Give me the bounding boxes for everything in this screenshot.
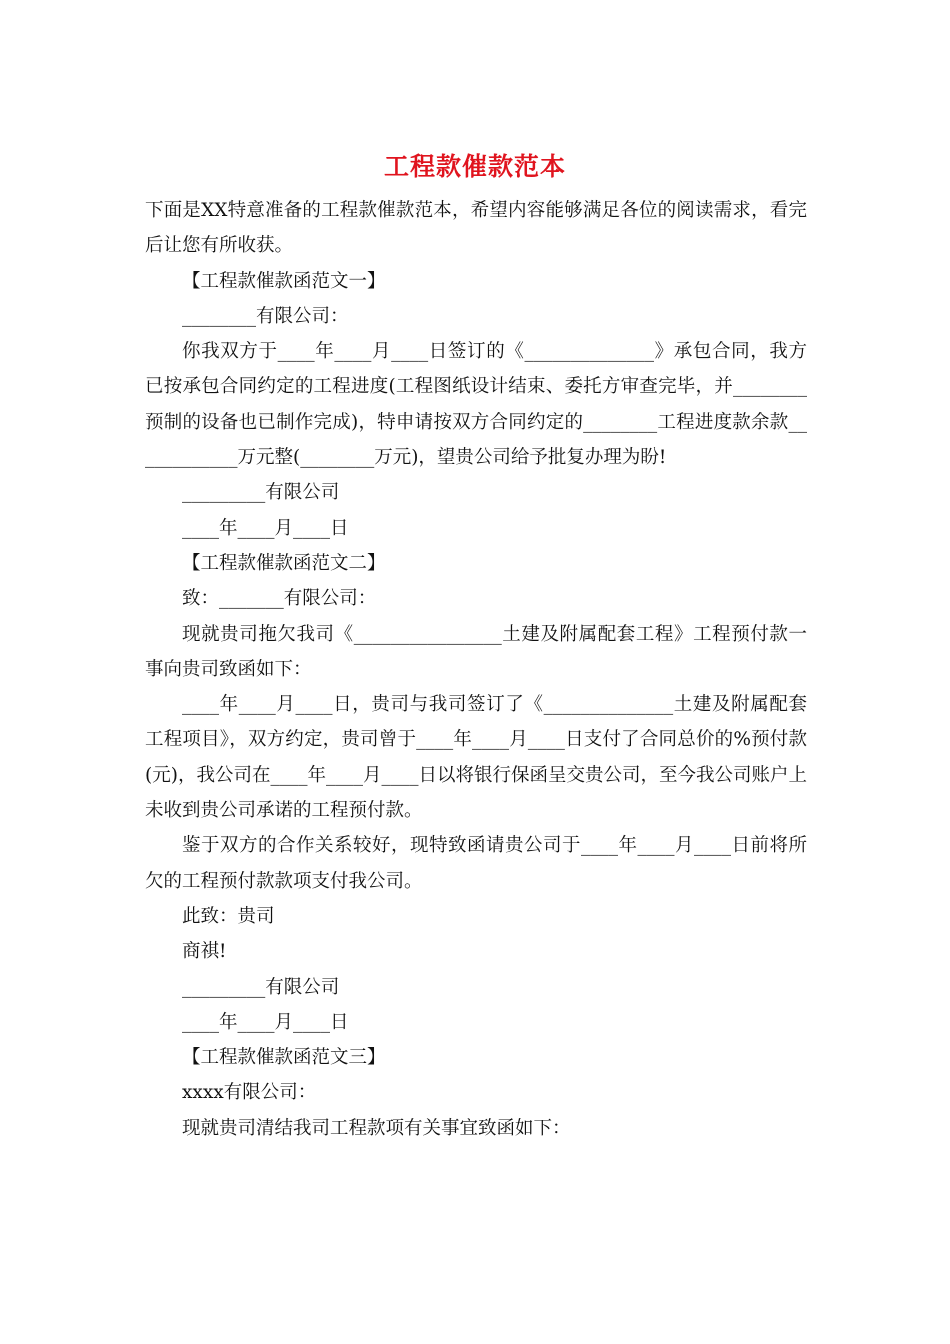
paragraph: 鉴于双方的合作关系较好，现特致函请贵公司于____年____月____日前将所欠的工程预付款款项支付我公司。: [145, 835, 807, 892]
paragraph: _________有限公司: [182, 482, 340, 504]
paragraph: _________有限公司: [182, 976, 340, 998]
paragraph: ____年____月____日: [182, 517, 349, 539]
paragraph: ________有限公司：: [182, 305, 349, 327]
paragraph: 【工程款催款函范文二】: [182, 552, 386, 574]
paragraph: 现就贵司清结我司工程款项有关事宜致函如下：: [182, 1117, 571, 1139]
paragraph: ____年____月____日: [182, 1011, 349, 1033]
paragraph: xxxx有限公司：: [182, 1082, 317, 1104]
document-title: 工程款催款范本: [383, 152, 566, 181]
paragraph: ____年____月____日，贵司与我司签订了《______________土建及附属配套工程项目》，双方约定，贵司曾于____年____月____日支付了合同总价的%预付款(元)，我公司在____年____月____日以将银行保函呈交贵公司，至今我公司账户上未收到贵公司承诺的工程预付款。: [145, 694, 807, 822]
paragraph: 致：_______有限公司：: [182, 588, 377, 610]
paragraph: 现就贵司拖欠我司《________________土建及附属配套工程》工程预付款一事向贵司致函如下：: [145, 623, 807, 680]
paragraph: 【工程款催款函范文三】: [182, 1047, 386, 1069]
document-body: [145, 193, 807, 1146]
paragraph: 你我双方于____年____月____日签订的《______________》承包合同，我方已按承包合同约定的工程进度(工程图纸设计结束、委托方审查完毕，并________预制的设备也已制作完成)，特申请按双方合同约定的________工程进度款余款____________万元整(________万元)，望贵公司给予批复办理为盼!: [145, 341, 807, 469]
paragraph: 【工程款催款函范文一】: [182, 270, 386, 292]
paragraph: 商祺!: [182, 941, 227, 963]
paragraph: 下面是XX特意准备的工程款催款范本，希望内容能够满足各位的阅读需求，看完后让您有所收获。: [145, 200, 807, 257]
paragraph: 此致：贵司: [182, 905, 275, 927]
